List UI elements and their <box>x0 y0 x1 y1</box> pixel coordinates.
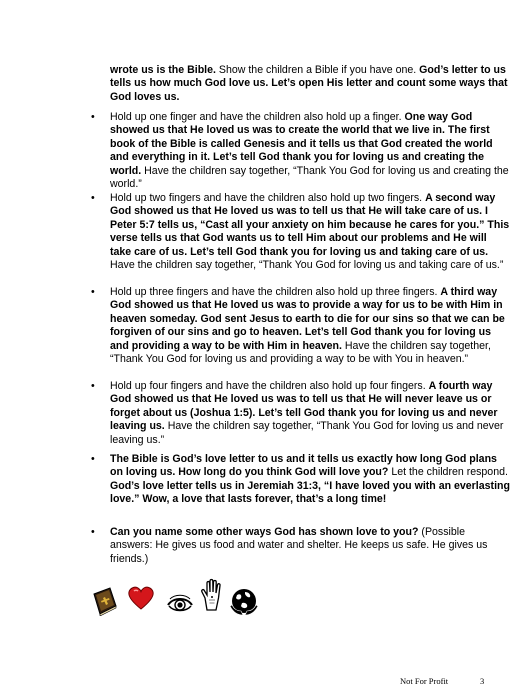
bullet-4-tail: Have the children say together, “Thank You God for loving us and never leaving us.” <box>110 420 504 446</box>
icon-row <box>90 578 290 618</box>
bullet-paragraph-2 <box>110 192 510 272</box>
bullet-5-bold: The Bible is God’s love letter to us and it tells us exactly how long God plans on loving us. How long do you think God will love you? <box>110 453 497 479</box>
bullet-paragraph-1 <box>110 111 510 191</box>
intro-paragraph <box>110 64 510 104</box>
heart-icon <box>127 585 155 611</box>
hand-icon <box>199 578 225 612</box>
bullet-marker: • <box>91 526 95 538</box>
bullet-3-tail: Have the children say together, “Thank You God for loving us and providing a way to be with You in heaven.” <box>110 339 491 366</box>
bullet-marker: • <box>91 380 95 392</box>
intro-bold-1: wrote us is the Bible. <box>110 64 216 76</box>
intro-bold-2: God’s letter to us tells us how much God love us. Let’s open His letter and count some ways that God loves us. <box>110 64 508 103</box>
bullet-marker: • <box>91 111 95 123</box>
bullet-5-text: Let the children respond. <box>388 466 508 479</box>
footer-label: Not For Profit <box>400 676 449 686</box>
page-number: 3 <box>480 676 485 686</box>
bullet-2-tail: Have the children say together, “Thank You God for loving us and taking care of us.” <box>110 259 504 272</box>
bullet-4-text: Hold up four fingers and have the children also hold up four fingers. <box>110 380 429 392</box>
bullet-6-bold: Can you name some other ways God has shown love to you? <box>110 526 419 538</box>
bible-icon <box>92 586 118 616</box>
bullet-paragraph-5 <box>110 453 510 507</box>
bullet-6-text: (Possible answers: He gives us food and water and shelter. He keeps us safe. He gives us friends.) <box>110 526 488 565</box>
bullet-paragraph-6 <box>110 526 510 566</box>
bullet-3-text: Hold up three fingers and have the children also hold up three fingers. <box>110 286 441 298</box>
page-footer <box>400 675 500 688</box>
bullet-marker: • <box>91 192 95 204</box>
bullet-4-bold: A fourth way God showed us that He loved us was to tell us that He will never leave us or forget about us (Joshua 1:5). Let’s tell God thank you for loving us and never leaving us. <box>110 380 498 433</box>
bullet-2-bold: A second way God showed us that He loved us was to tell us that He will take care of us. I Peter 5:7 tells us, “Cast all your anxiety on him because he cares for you.” This verse tells us that God wants us to tell Him about our problems and He will take care of us. Let’s tell God thank you for loving us and taking care of us. <box>110 192 510 258</box>
bullet-5-bold-2: God’s love letter tells us in Jeremiah 31:3, “I have loved you with an everlasting love.” Wow, a love that lasts forever, that’s a long time! <box>110 479 510 506</box>
globe-icon <box>229 586 259 616</box>
eye-icon <box>166 593 194 613</box>
intro-text: Show the children a Bible if you have one. <box>215 64 420 76</box>
bullet-1-text: Hold up one finger and have the children also hold up a finger. <box>110 111 405 123</box>
bullet-1-tail: Have the children say together, “Thank You God for loving us and creating the world.” <box>110 164 509 191</box>
bullet-paragraph-4 <box>110 380 510 447</box>
bullet-3-bold: A third way God showed us that He loved us was to provide a way for us to be with Him in heaven someday. God sent Jesus to earth to die for our sins so that we can be forgiven of our sins and go to heaven. Let’s tell God thank you for loving us and providing a way to be with Him in heaven. <box>110 286 505 352</box>
bullet-2-text: Hold up two fingers and have the children also hold up two fingers. <box>110 192 426 204</box>
bullet-marker: • <box>91 453 95 465</box>
bullet-paragraph-3 <box>110 286 510 366</box>
bullet-marker: • <box>91 286 95 298</box>
bullet-1-bold: One way God showed us that He loved us was to create the world that we live in. The first book of the Bible is called Genesis and it tells us that God created the world and everything in it. Let’s tell God thank you for loving us and creating the world. <box>110 111 493 177</box>
